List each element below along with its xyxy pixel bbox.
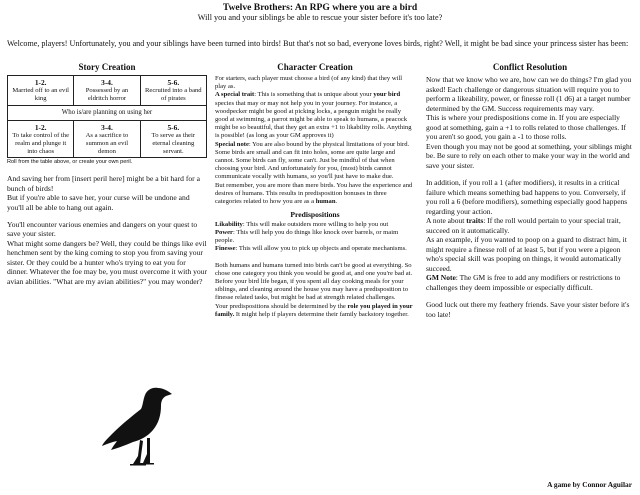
conflict-paragraph: As an example, if you wanted to poop on a guard to distract him, it might require a finesse roll of at least 5, but if you were a pigeon who's special skill was pooping on things, it would automatically succeed.	[426, 235, 627, 273]
bird-silhouette-icon	[100, 384, 182, 476]
special-trait-paragraph: A special trait: This is something that is unique about your your bird species that may or may not help you in your journey. For instance, a woodpecker might be good at picking locks, a penguin might be really good at swimming, a parrot might be able to speak to humans, a peacock might be so beautiful, that they get an extra +1 to likability rolls. Anything is possible! (as long as your GM approves it)	[215, 91, 412, 140]
gm-note: GM Note: The GM is free to add any modifiers or restrictions to challenges they deem impossible or especially difficult.	[426, 273, 621, 292]
table-middle-cell: Who is/are planning on using her	[8, 105, 207, 120]
predispositions-heading: Predispositions	[290, 210, 340, 220]
character-paragraph: But remember, you are more than mere birds. You have the experience and desires of humans. This results in predisposition bonuses in three categories related to how you are as a human.	[215, 181, 413, 206]
likability-item: Likability: This will make outsiders more willing to help you out	[215, 220, 389, 228]
conflict-column	[426, 62, 634, 319]
table-cell: 5-6. Recruited into a band of pirates	[140, 76, 206, 106]
story-paragraph: What might some dangers be? Well, they could be things like evil henchmen sent by the king coming to stop you from saving your sister. Or they could be a hunter who's trying to eat you for dinner. Whatever the foe may be, you must overcome it with your avian abilities. "What are my avian abilities?" you may wonder?	[7, 238, 207, 286]
conflict-paragraph: Even though you may not be good at something, your siblings might be. Be sure to rely on each other to make your way in the world and save your sister.	[426, 141, 632, 170]
conflict-paragraph: Good luck out there my feathery friends. Save your sister before it's too late!	[426, 300, 630, 319]
table-cell: 1-2. To take control of the realm and plunge it into chaos	[8, 120, 74, 158]
story-heading: Story Creation	[78, 62, 136, 72]
table-cell: 3-4. Possessed by an eldritch horror	[74, 76, 140, 106]
header	[0, 2, 640, 23]
story-column	[7, 62, 207, 286]
table-row	[8, 76, 207, 106]
character-paragraph: Your predispositions should be determined by the role you played in your family. It might help if players determine their family backstory together.	[215, 302, 413, 318]
peril-table	[7, 75, 207, 158]
conflict-paragraph: In addition, if you roll a 1 (after modifiers), it results in a critical failure which means something bad happens to you. Conversely, if you roll a 6 (before modifiers), something especially good happens regarding your action.	[426, 178, 628, 216]
table-cell: 5-6. To serve as their eternal cleaning servant.	[140, 120, 206, 158]
character-paragraph: Before your bird life began, if you spent all day cooking meals for your siblings, and cleaning around the house you may have a predisposition to finesse related tasks, but might be bad at strength related challenges.	[215, 277, 409, 302]
table-cell: 3-4. As a sacrifice to summon an evil demon	[74, 120, 140, 158]
special-note-paragraph: Special note: You are also bound by the physical limitations of your bird. Some birds are small and can fit into holes, some are quite large and cannot. Some birds can fly, some can't. Just be mindful of that when choosing your bird. And unfortunately for you, (most) birds cannot communicate vocally with humans, so you'll just have to make due.	[215, 140, 410, 181]
intro-paragraph: Welcome, players! Unfortunately, you and your siblings have been turned into birds! But that's not so bad, everyone loves birds, right? Well, it might be bad since your princess sister has been:	[7, 39, 629, 48]
character-paragraph: For starters, each player must choose a bird (of any kind) that they will play as.	[215, 75, 403, 91]
credit-line: A game by Connor Aguilar	[547, 480, 632, 489]
conflict-heading: Conflict Resolution	[492, 62, 568, 72]
character-heading: Character Creation	[277, 62, 353, 72]
power-item: Power: This will help you do things like knock over barrels, or maim people.	[215, 228, 399, 245]
finesse-item: Finesse: This will allow you to pick up objects and operate mechanisms.	[215, 245, 407, 253]
story-paragraph: And saving her from [insert peril here] might be a bit hard for a bunch of birds!	[7, 174, 200, 193]
story-paragraph: You'll encounter various enemies and dangers on your quest to save your sister.	[7, 220, 198, 239]
conflict-paragraph: Now that we know who we are, how can we do things? I'm glad you asked! Each challenge or dangerous situation will require you to perform a likeability, power, or finesse roll (1 d6) at a target number determined by the GM. Success requirements may vary.	[426, 75, 632, 113]
traits-note: A note about traits: If the roll would pertain to your special trait, succeed on it automatically.	[426, 216, 621, 235]
page-title: Twelve Brothers: An RPG where you are a bird	[222, 2, 418, 13]
table-cell: 1-2. Married off to an evil king	[8, 76, 74, 106]
table-row	[8, 105, 207, 120]
page-subtitle: Will you and your siblings be able to rescue your sister before it's too late?	[197, 13, 443, 22]
story-paragraph: But if you're able to save her, your curse will be undone and you'll all be able to hang out again.	[7, 193, 190, 212]
table-caption: Roll from the table above, or create your own peril.	[7, 159, 133, 166]
character-column	[215, 62, 415, 319]
conflict-paragraph: This is where your predispositions come in. If you are especially good at something, gain a +1 to rolls related to those challenges. If you aren't so good, you gain a -1 to those rolls.	[426, 113, 627, 141]
character-paragraph: Both humans and humans turned into birds can't be good at everything. So chose one category you think you would be good at, and one you're bad at.	[215, 261, 413, 277]
table-row	[8, 120, 207, 158]
